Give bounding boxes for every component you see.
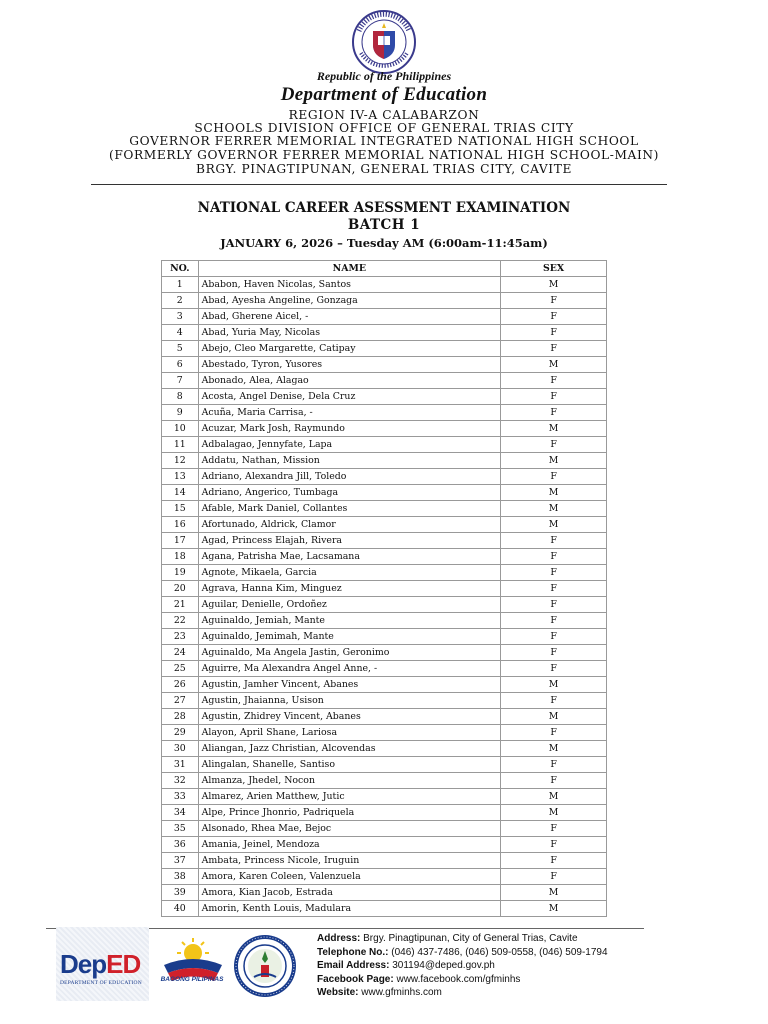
row-number: 32 [162,773,199,789]
address-value: Brgy. Pinagtipunan, City of General Trias, Cavite [363,933,578,944]
row-number: 2 [162,293,199,309]
row-name: Aguinaldo, Ma Angela Jastin, Geronimo [198,645,501,661]
row-sex: M [501,805,607,821]
table-row [162,901,607,917]
table-row [162,533,607,549]
row-sex: F [501,309,607,325]
row-name: Alingalan, Shanelle, Santiso [198,757,501,773]
address-line: Address: Brgy. Pinagtipunan, City of General Trias, Cavite [317,933,578,944]
bagong-pilipinas-text: BAGONG PILIPINAS [160,976,224,983]
row-name: Aliangan, Jazz Christian, Alcovendas [198,741,501,757]
row-number: 12 [162,453,199,469]
row-name: Aguinaldo, Jemiah, Mante [198,613,501,629]
deped-logo-text: DepED [60,949,141,979]
row-sex: M [501,485,607,501]
row-number: 14 [162,485,199,501]
row-name: Agustin, Zhidrey Vincent, Abanes [198,709,501,725]
region-line: REGION IV-A CALABARZON [288,108,480,122]
row-name: Agnote, Mikaela, Garcia [198,565,501,581]
row-name: Agustin, Jamher Vincent, Abanes [198,677,501,693]
row-name: Alayon, April Shane, Lariosa [198,725,501,741]
telephone-line: Telephone No.: (046) 437-7486, (046) 509-0558, (046) 509-1794 [317,946,608,958]
row-number: 35 [162,821,199,837]
table-row [162,485,607,501]
header-divider [91,184,667,185]
row-sex: F [501,373,607,389]
website-line: Website: www.gfminhs.com [317,987,442,998]
row-name: Addatu, Nathan, Mission [198,453,501,469]
table-row [162,517,607,533]
table-row [162,405,607,421]
row-name: Acosta, Angel Denise, Dela Cruz [198,389,501,405]
row-name: Aguilar, Denielle, Ordoñez [198,597,501,613]
row-number: 37 [162,853,199,869]
row-name: Amora, Kian Jacob, Estrada [198,885,501,901]
row-number: 20 [162,581,199,597]
table-row [162,437,607,453]
table-row [162,677,607,693]
row-name: Adriano, Alexandra Jill, Toledo [198,469,501,485]
row-name: Aguinaldo, Jemimah, Mante [198,629,501,645]
row-sex: F [501,581,607,597]
row-name: Abad, Gherene Aicel, - [198,309,501,325]
row-name: Adriano, Angerico, Tumbaga [198,485,501,501]
row-sex: F [501,565,607,581]
row-number: 39 [162,885,199,901]
table-row [162,805,607,821]
row-number: 31 [162,757,199,773]
row-number: 24 [162,645,199,661]
row-sex: M [501,453,607,469]
row-number: 29 [162,725,199,741]
table-row [162,725,607,741]
row-sex: F [501,837,607,853]
row-name: Amorin, Kenth Louis, Madulara [198,901,501,917]
row-name: Amania, Jeinel, Mendoza [198,837,501,853]
row-number: 33 [162,789,199,805]
row-name: Abad, Ayesha Angeline, Gonzaga [198,293,501,309]
email-link[interactable]: 301194@deped.gov.ph [392,960,495,971]
row-sex: F [501,869,607,885]
row-number: 25 [162,661,199,677]
table-row [162,821,607,837]
row-sex: F [501,549,607,565]
row-name: Amora, Karen Coleen, Valenzuela [198,869,501,885]
row-number: 21 [162,597,199,613]
row-sex: F [501,725,607,741]
row-name: Adbalagao, Jennyfate, Lapa [198,437,501,453]
table-row [162,581,607,597]
row-number: 5 [162,341,199,357]
deped-logo-subtitle: DEPARTMENT OF EDUCATION [60,980,142,986]
table-row [162,421,607,437]
row-number: 15 [162,501,199,517]
exam-title: NATIONAL CAREER ASESSMENT EXAMINATION [197,200,571,216]
school-address-line: BRGY. PINAGTIPUNAN, GENERAL TRIAS CITY, CAVITE [196,162,572,176]
row-sex: F [501,629,607,645]
table-row [162,373,607,389]
row-sex: F [501,693,607,709]
row-sex: F [501,533,607,549]
table-row [162,293,607,309]
facebook-line: Facebook Page: www.facebook.com/gfminhs [317,973,521,985]
row-number: 19 [162,565,199,581]
table-row [162,357,607,373]
row-sex: F [501,821,607,837]
row-sex: F [501,389,607,405]
telephone-value: (046) 437-7486, (046) 509-0558, (046) 509-1794 [391,946,608,958]
row-sex: M [501,277,607,293]
table-row [162,469,607,485]
school-seal-icon [232,933,298,999]
row-sex: M [501,357,607,373]
row-number: 38 [162,869,199,885]
row-number: 16 [162,517,199,533]
row-sex: F [501,853,607,869]
row-name: Almanza, Jhedel, Nocon [198,773,501,789]
row-name: Abejo, Cleo Margarette, Catipay [198,341,501,357]
row-name: Agustin, Jhaianna, Usison [198,693,501,709]
row-sex: F [501,405,607,421]
row-number: 4 [162,325,199,341]
row-name: Abestado, Tyron, Yusores [198,357,501,373]
school-name-line: GOVERNOR FERRER MEMORIAL INTEGRATED NATIONAL HIGH SCHOOL [129,134,639,148]
row-name: Agana, Patrisha Mae, Lacsamana [198,549,501,565]
table-row [162,773,607,789]
table-row [162,565,607,581]
row-number: 22 [162,613,199,629]
header-sex: SEX [501,261,607,277]
former-name-line: (FORMERLY GOVERNOR FERRER MEMORIAL NATIONAL HIGH SCHOOL-MAIN) [109,148,659,162]
row-sex: F [501,325,607,341]
examinee-table [161,260,607,917]
row-name: Agrava, Hanna Kim, Minguez [198,581,501,597]
row-sex: M [501,709,607,725]
row-name: Abonado, Alea, Alagao [198,373,501,389]
row-sex: M [501,901,607,917]
row-number: 3 [162,309,199,325]
table-row [162,597,607,613]
deped-seal-icon [351,9,417,75]
table-header-row [162,261,607,277]
table-body [162,277,607,917]
row-name: Abad, Yuria May, Nicolas [198,325,501,341]
table-row [162,325,607,341]
row-number: 28 [162,709,199,725]
table-row [162,389,607,405]
row-number: 26 [162,677,199,693]
row-name: Ababon, Haven Nicolas, Santos [198,277,501,293]
row-name: Ambata, Princess Nicole, Iruguin [198,853,501,869]
division-line: SCHOOLS DIVISION OFFICE OF GENERAL TRIAS CITY [194,121,574,135]
deped-logo [56,927,149,1001]
table-row [162,549,607,565]
row-number: 9 [162,405,199,421]
table-row [162,869,607,885]
row-number: 6 [162,357,199,373]
row-name: Acuzar, Mark Josh, Raymundo [198,421,501,437]
row-sex: F [501,597,607,613]
department-title: Department of Education [280,84,488,105]
row-sex: F [501,469,607,485]
header-no: NO. [162,261,199,277]
table-row [162,709,607,725]
row-number: 7 [162,373,199,389]
row-sex: M [501,677,607,693]
row-number: 1 [162,277,199,293]
table-row [162,885,607,901]
row-sex: M [501,741,607,757]
republic-line: Republic of the Philippines [316,69,452,83]
row-name: Afable, Mark Daniel, Collantes [198,501,501,517]
row-number: 13 [162,469,199,485]
table-row [162,629,607,645]
table-row [162,453,607,469]
row-name: Agad, Princess Elajah, Rivera [198,533,501,549]
batch-title: BATCH 1 [347,217,421,233]
table-row [162,309,607,325]
row-sex: M [501,421,607,437]
row-sex: M [501,789,607,805]
row-sex: F [501,293,607,309]
facebook-link[interactable]: www.facebook.com/gfminhs [396,973,521,985]
row-number: 11 [162,437,199,453]
row-sex: F [501,341,607,357]
table-row [162,661,607,677]
table-row [162,757,607,773]
header-name: NAME [198,261,501,277]
table-row [162,741,607,757]
row-sex: F [501,661,607,677]
email-line: Email Address: 301194@deped.gov.ph [317,960,495,971]
table-row [162,277,607,293]
row-name: Acuña, Maria Carrisa, - [198,405,501,421]
row-number: 23 [162,629,199,645]
table-row [162,789,607,805]
row-sex: M [501,517,607,533]
row-number: 10 [162,421,199,437]
table-row [162,341,607,357]
row-sex: F [501,437,607,453]
table-row [162,853,607,869]
row-number: 27 [162,693,199,709]
table-row [162,645,607,661]
row-name: Alpe, Prince Jhonrio, Padriquela [198,805,501,821]
row-number: 40 [162,901,199,917]
row-sex: F [501,645,607,661]
row-name: Aguirre, Ma Alexandra Angel Anne, - [198,661,501,677]
website-link[interactable]: www.gfminhs.com [361,987,442,998]
row-number: 8 [162,389,199,405]
table-row [162,837,607,853]
contact-block [317,932,608,1000]
row-sex: F [501,613,607,629]
row-number: 17 [162,533,199,549]
row-name: Almarez, Arien Matthew, Jutic [198,789,501,805]
bagong-pilipinas-icon [158,935,228,995]
row-number: 18 [162,549,199,565]
row-number: 36 [162,837,199,853]
row-number: 30 [162,741,199,757]
row-sex: F [501,757,607,773]
row-name: Afortunado, Aldrick, Clamor [198,517,501,533]
table-row [162,693,607,709]
exam-schedule: JANUARY 6, 2026 – Tuesday AM (6:00am-11:45am) [220,236,548,250]
row-sex: F [501,773,607,789]
row-sex: M [501,501,607,517]
table-row [162,613,607,629]
row-number: 34 [162,805,199,821]
table-row [162,501,607,517]
row-sex: M [501,885,607,901]
row-name: Alsonado, Rhea Mae, Bejoc [198,821,501,837]
